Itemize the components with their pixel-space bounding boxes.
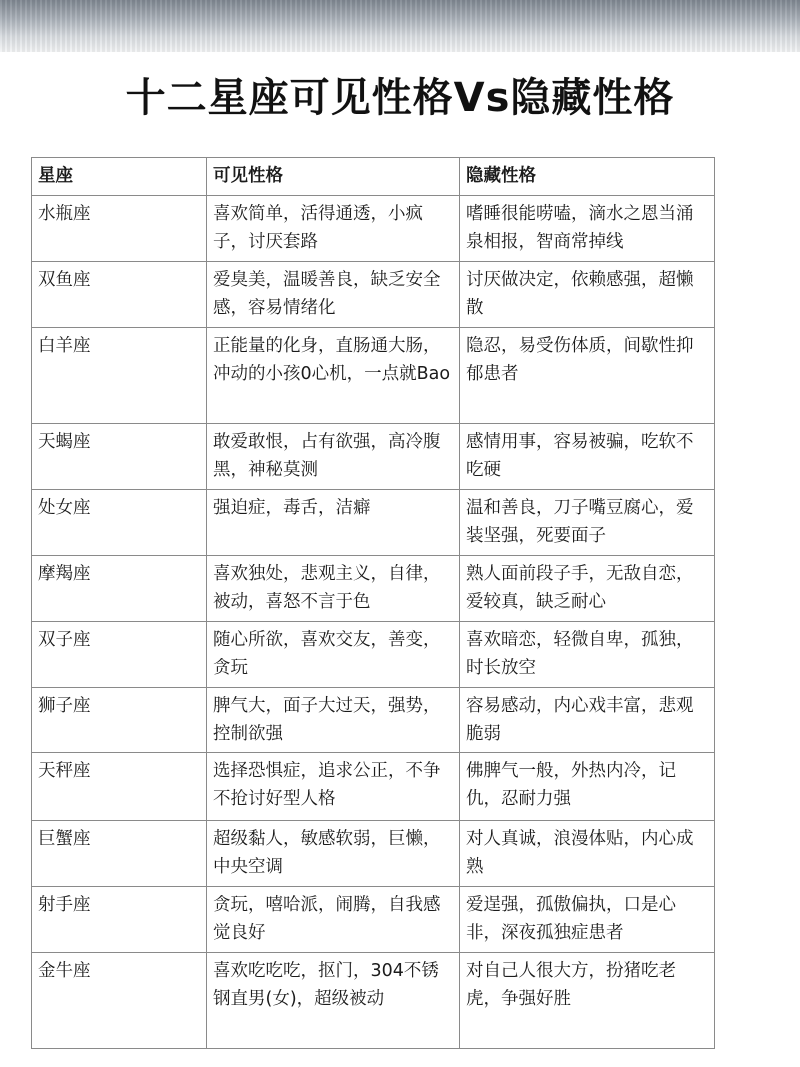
visible-trait-cell: 敢爱敢恨，占有欲强，高冷腹黑，神秘莫测 xyxy=(207,424,460,490)
visible-trait-cell: 强迫症，毒舌，洁癖 xyxy=(207,490,460,556)
visible-trait-cell: 脾气大，面子大过天，强势，控制欲强 xyxy=(207,688,460,753)
table-row xyxy=(32,424,715,490)
hidden-trait-cell: 对人真诚，浪漫体贴，内心成熟 xyxy=(460,821,715,887)
hidden-trait-cell: 容易感动，内心戏丰富，悲观脆弱 xyxy=(460,688,715,753)
visible-trait-cell: 贪玩，嘻哈派，闹腾，自我感觉良好 xyxy=(207,887,460,953)
table-row xyxy=(32,753,715,821)
visible-trait-cell: 喜欢简单，活得通透，小疯子，讨厌套路 xyxy=(207,196,460,262)
table-row xyxy=(32,262,715,328)
hidden-trait-cell: 对自己人很大方，扮猪吃老虎，争强好胜 xyxy=(460,953,715,1049)
sign-cell: 狮子座 xyxy=(32,688,207,753)
sign-cell: 天秤座 xyxy=(32,753,207,821)
visible-trait-cell: 正能量的化身，直肠通大肠，冲动的小孩0心机，一点就Bao xyxy=(207,328,460,424)
table-row xyxy=(32,328,715,424)
table-row xyxy=(32,953,715,1049)
hidden-trait-cell: 温和善良，刀子嘴豆腐心，爱装坚强，死要面子 xyxy=(460,490,715,556)
header-hidden: 隐藏性格 xyxy=(460,158,715,196)
hidden-trait-cell: 嗜睡很能唠嗑，滴水之恩当涌泉相报，智商常掉线 xyxy=(460,196,715,262)
sign-cell: 天蝎座 xyxy=(32,424,207,490)
hidden-trait-cell: 喜欢暗恋，轻微自卑，孤独，时长放空 xyxy=(460,622,715,688)
sign-cell: 白羊座 xyxy=(32,328,207,424)
table-row xyxy=(32,887,715,953)
zodiac-table xyxy=(31,157,715,1049)
sign-cell: 射手座 xyxy=(32,887,207,953)
sign-cell: 巨蟹座 xyxy=(32,821,207,887)
table-row xyxy=(32,556,715,622)
sign-cell: 摩羯座 xyxy=(32,556,207,622)
table-header-row xyxy=(32,158,715,196)
visible-trait-cell: 喜欢独处，悲观主义，自律，被动，喜怒不言于色 xyxy=(207,556,460,622)
visible-trait-cell: 随心所欲，喜欢交友，善变，贪玩 xyxy=(207,622,460,688)
top-photo-band xyxy=(0,0,800,52)
sign-cell: 双子座 xyxy=(32,622,207,688)
visible-trait-cell: 爱臭美，温暖善良，缺乏安全感，容易情绪化 xyxy=(207,262,460,328)
table-row xyxy=(32,688,715,753)
sign-cell: 金牛座 xyxy=(32,953,207,1049)
sign-cell: 水瓶座 xyxy=(32,196,207,262)
page-title: 十二星座可见性格Vs隐藏性格 xyxy=(125,75,675,121)
hidden-trait-cell: 感情用事，容易被骗，吃软不吃硬 xyxy=(460,424,715,490)
table-row xyxy=(32,821,715,887)
hidden-trait-cell: 熟人面前段子手，无敌自恋，爱较真，缺乏耐心 xyxy=(460,556,715,622)
table-row xyxy=(32,196,715,262)
table-row xyxy=(32,622,715,688)
sign-cell: 处女座 xyxy=(32,490,207,556)
sign-cell: 双鱼座 xyxy=(32,262,207,328)
hidden-trait-cell: 隐忍，易受伤体质，间歇性抑郁患者 xyxy=(460,328,715,424)
hidden-trait-cell: 讨厌做决定，依赖感强，超懒散 xyxy=(460,262,715,328)
visible-trait-cell: 超级黏人，敏感软弱，巨懒，中央空调 xyxy=(207,821,460,887)
header-sign: 星座 xyxy=(32,158,207,196)
hidden-trait-cell: 爱逞强，孤傲偏执，口是心非，深夜孤独症患者 xyxy=(460,887,715,953)
table-row xyxy=(32,490,715,556)
header-visible: 可见性格 xyxy=(207,158,460,196)
visible-trait-cell: 喜欢吃吃吃，抠门，304不锈钢直男(女)，超级被动 xyxy=(207,953,460,1049)
visible-trait-cell: 选择恐惧症，追求公正，不争不抢讨好型人格 xyxy=(207,753,460,821)
hidden-trait-cell: 佛脾气一般，外热内冷，记仇，忍耐力强 xyxy=(460,753,715,821)
